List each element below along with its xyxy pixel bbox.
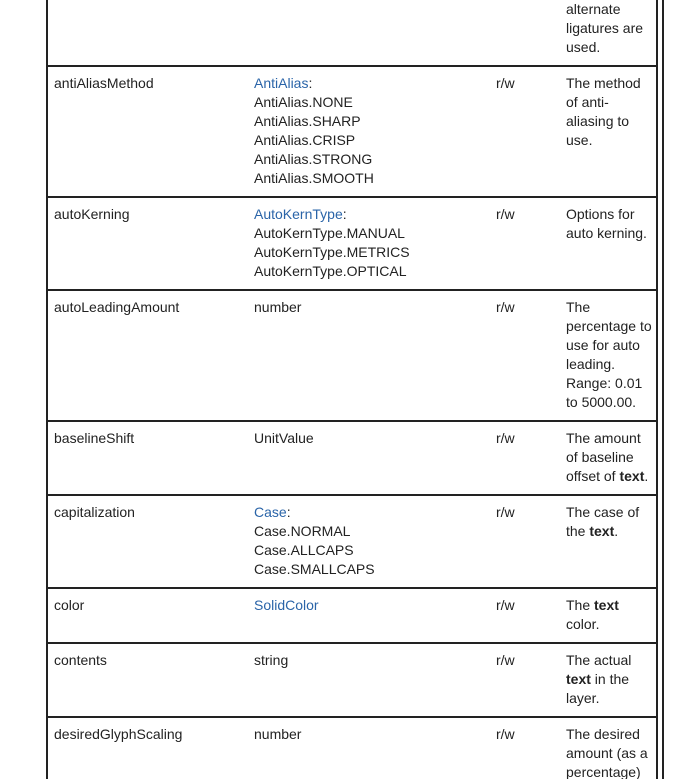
property-type	[254, 588, 496, 643]
type-suffix: :	[286, 504, 291, 520]
desc-text: in the layer.	[566, 671, 630, 706]
property-access	[496, 0, 566, 66]
property-name: desiredGlyphScaling	[54, 726, 183, 742]
enum-value: AntiAlias.NONE	[254, 94, 353, 110]
desc-text: .	[614, 523, 619, 539]
enum-value: AntiAlias.STRONG	[254, 151, 373, 167]
desc-keyword: text	[589, 523, 615, 539]
desc-text: The amount of baseline offset of	[566, 430, 641, 484]
table-row	[48, 66, 656, 197]
type-link[interactable]: Case	[254, 504, 287, 520]
type-suffix: :	[342, 206, 347, 222]
property-name: antiAliasMethod	[48, 66, 254, 197]
enum-value: Case.NORMAL	[254, 523, 351, 539]
property-description: The method of anti-aliasing to use.	[566, 66, 656, 197]
type-link[interactable]: AntiAlias	[254, 75, 309, 91]
property-access: r/w	[496, 495, 566, 588]
type-link[interactable]: SolidColor	[254, 597, 319, 613]
enum-value: AntiAlias.SHARP	[254, 113, 361, 129]
property-name: autoKerning	[48, 197, 254, 290]
enum-value: AutoKernType.OPTICAL	[254, 263, 407, 279]
type-link[interactable]: AutoKernType	[254, 206, 343, 222]
property-type: UnitValue	[254, 421, 496, 495]
property-type: number	[254, 290, 496, 421]
property-access: r/w	[496, 197, 566, 290]
property-table-frame	[46, 0, 658, 779]
enum-value: Case.SMALLCAPS	[254, 561, 375, 577]
property-type	[254, 0, 496, 66]
property-description: Options for auto kerning.	[566, 197, 656, 290]
property-name: autoLeadingAmount	[48, 290, 254, 421]
property-type	[254, 495, 496, 588]
property-type: number	[254, 726, 302, 742]
desc-text: The case of the	[566, 504, 640, 539]
property-description: The desired amount (as a percentage)	[566, 726, 648, 779]
property-description	[566, 495, 656, 588]
property-description: The percentage to use for auto leading. Range: 0.01 to 5000.00.	[566, 290, 656, 421]
property-description	[566, 421, 656, 495]
enum-value: AutoKernType.MANUAL	[254, 225, 405, 241]
type-suffix: :	[308, 75, 313, 91]
desc-keyword: text	[566, 671, 591, 687]
property-name: capitalization	[48, 495, 254, 588]
property-name: contents	[48, 643, 254, 717]
table-row	[48, 197, 656, 290]
property-description	[566, 588, 656, 643]
property-name: color	[48, 588, 254, 643]
property-name: baselineShift	[48, 421, 254, 495]
table-row	[48, 0, 656, 66]
table-row	[48, 290, 656, 421]
property-type: string	[254, 643, 496, 717]
property-access: r/w	[496, 421, 566, 495]
enum-value: AutoKernType.METRICS	[254, 244, 410, 260]
property-type	[254, 197, 496, 290]
property-description: alternate ligatures are used.	[566, 0, 656, 66]
table-row	[48, 421, 656, 495]
enum-value: AntiAlias.CRISP	[254, 132, 356, 148]
enum-value: Case.ALLCAPS	[254, 542, 354, 558]
table-row	[48, 643, 656, 717]
desc-text: The actual	[566, 652, 632, 668]
desc-keyword: text	[594, 597, 619, 613]
page-scroll-edge	[662, 0, 664, 779]
property-type	[254, 66, 496, 197]
property-access: r/w	[496, 726, 515, 742]
property-description	[566, 643, 656, 717]
property-access: r/w	[496, 588, 566, 643]
property-access: r/w	[496, 66, 566, 197]
property-access: r/w	[496, 643, 566, 717]
property-table	[48, 0, 656, 779]
desc-keyword: text	[619, 468, 645, 484]
desc-text: The	[566, 597, 595, 613]
enum-value: AntiAlias.SMOOTH	[254, 170, 374, 186]
table-row	[48, 588, 656, 643]
table-row	[48, 717, 656, 779]
property-access: r/w	[496, 290, 566, 421]
desc-text: color.	[566, 616, 600, 632]
table-row	[48, 495, 656, 588]
desc-text: .	[644, 468, 649, 484]
property-name	[48, 0, 254, 66]
